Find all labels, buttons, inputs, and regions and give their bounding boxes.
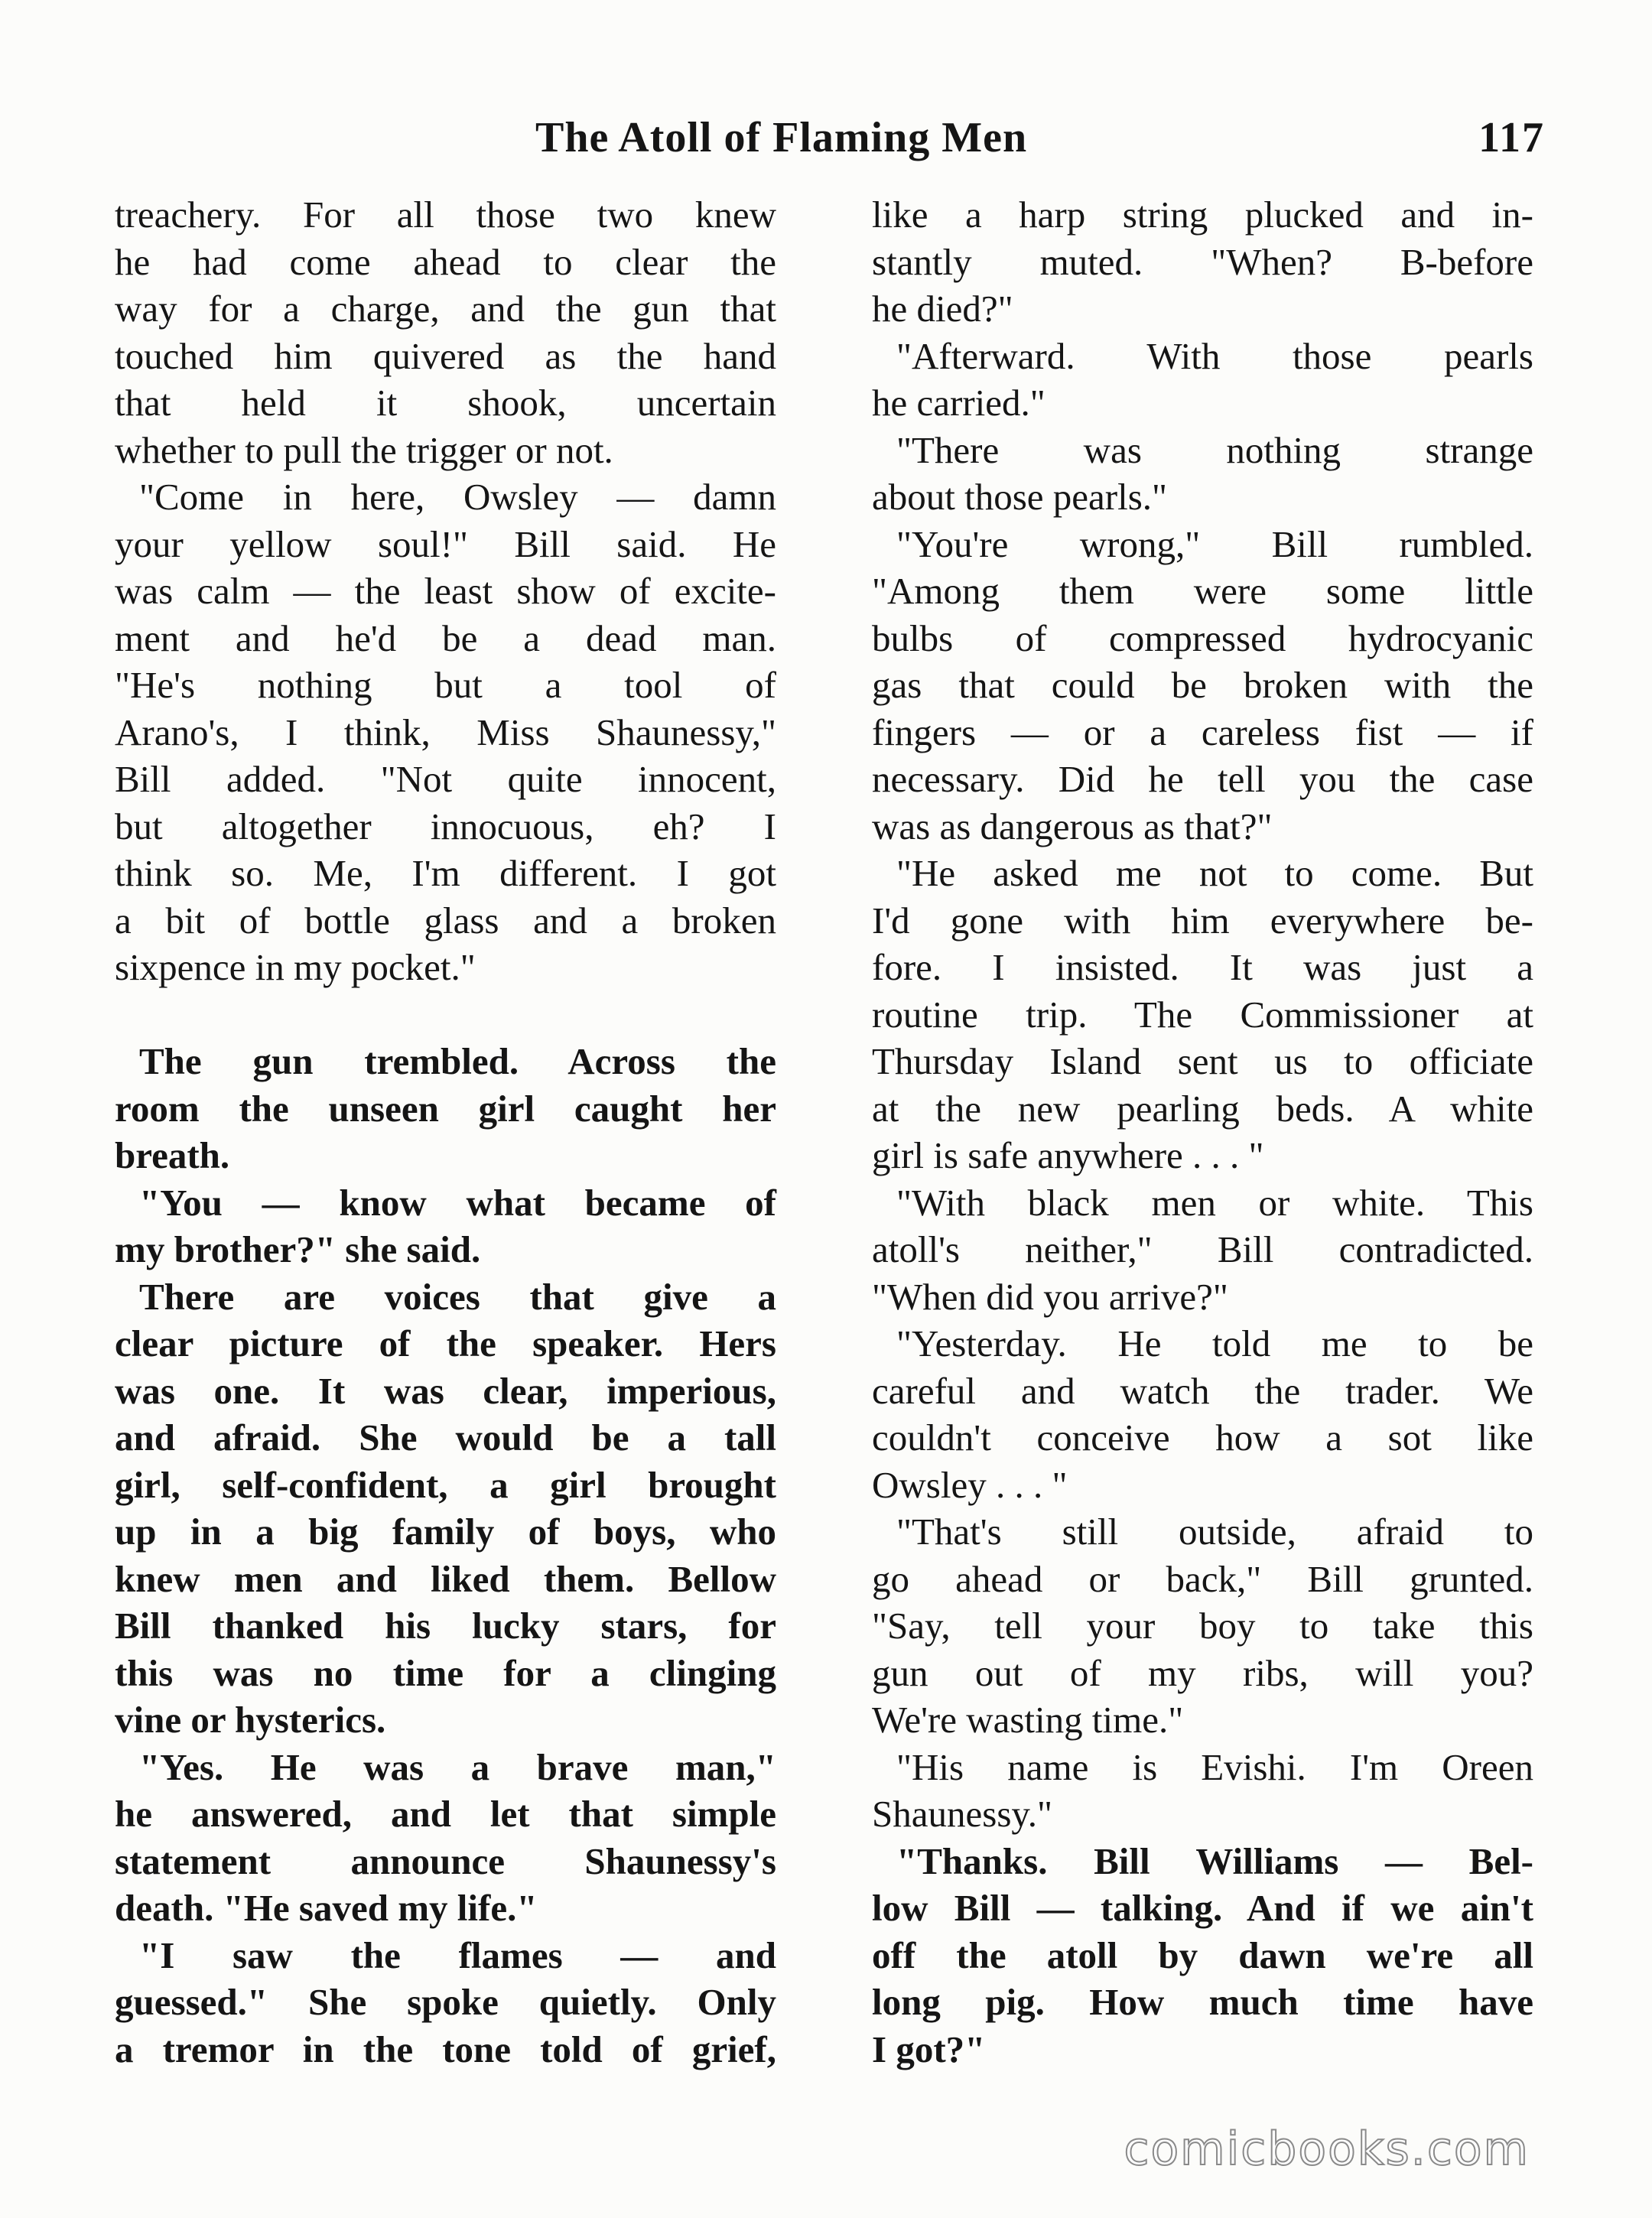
text-line: "He's nothing but a tool of [115,664,776,706]
text-line: Bill added. "Not quite innocent, [115,758,776,800]
page-number: 117 [1478,114,1545,161]
text-line: Arano's, I think, Miss Shaunessy," [115,711,776,753]
text-line: "Afterward. With those pearls [896,334,1533,377]
text-line: this was no time for a clinging [115,1651,776,1694]
text-line: "With black men or white. This [896,1181,1533,1224]
text-line: think so. Me, I'm different. I got [115,852,776,894]
text-line: way for a charge, and the gun that [115,288,776,330]
text-line: was as dangerous as that?" [872,805,1273,847]
text-line: a bit of bottle glass and a broken [115,899,776,942]
text-line: "Say, tell your boy to take this [872,1605,1533,1647]
text-line: girl, self-confident, a girl brought [115,1463,776,1506]
watermark-logo: comicbooks.com [1124,2122,1530,2176]
text-line: gun out of my ribs, will you? [872,1651,1533,1694]
text-line: breath. [115,1134,230,1176]
text-line: "Yesterday. He told me to be [896,1322,1533,1364]
text-line: touched him quivered as the hand [115,334,776,377]
text-line: "When did you arrive?" [872,1275,1228,1318]
text-line: There are voices that give a [139,1275,776,1318]
text-line: guessed." She spoke quietly. Only [115,1981,776,2023]
text-line: I got?" [872,2028,986,2070]
text-line: death. "He saved my life." [115,1887,538,1929]
text-line: "Thanks. Bill Williams — Bel- [896,1839,1533,1882]
text-line: gas that could be broken with the [872,664,1533,706]
text-line: a tremor in the tone told of grief, [115,2028,776,2070]
text-line: I'd gone with him everywhere be- [872,899,1533,942]
text-line: "He asked me not to come. But [896,852,1533,894]
text-line: knew men and liked them. Bellow [115,1557,776,1600]
running-title: The Atoll of Flaming Men [535,114,1028,161]
text-line: couldn't conceive how a sot like [872,1416,1533,1459]
text-line: sixpence in my pocket." [115,946,476,988]
text-column-right [872,191,1533,2073]
text-line: statement announce Shaunessy's [115,1839,776,1882]
text-line: Shaunessy." [872,1793,1052,1835]
text-line: that held it shook, uncertain [115,382,776,424]
text-line: "I saw the flames — and [139,1933,776,1976]
text-line: he answered, and let that simple [115,1793,776,1835]
text-column-left [115,191,776,2073]
text-line: fore. I insisted. It was just a [872,946,1533,988]
text-line: We're wasting time." [872,1699,1184,1741]
text-line: he died?" [872,288,1013,330]
text-line: like a harp string plucked and in- [872,194,1533,236]
text-line: at the new pearling beds. A white [872,1087,1533,1130]
text-line: "You — know what became of [139,1181,776,1224]
text-line: "Yes. He was a brave man," [139,1745,776,1788]
text-line: about those pearls." [872,476,1168,518]
text-line: necessary. Did he tell you the case [872,758,1533,800]
text-line: girl is safe anywhere . . . " [872,1134,1264,1176]
text-line: whether to pull the trigger or not. [115,428,613,471]
text-line: "Come in here, Owsley — damn [139,476,776,518]
text-line: your yellow soul!" Bill said. He [115,522,776,565]
text-line: "His name is Evishi. I'm Oreen [896,1745,1533,1788]
page-header [115,113,1545,174]
text-line: long pig. How much time have [872,1981,1533,2023]
paragraph-break [115,991,776,1039]
text-line: Owsley . . . " [872,1463,1068,1506]
text-line: atoll's neither," Bill contradicted. [872,1228,1533,1270]
text-line: careful and watch the trader. We [872,1369,1533,1412]
text-line: Bill thanked his lucky stars, for [115,1605,776,1647]
text-line: fingers — or a careless fist — if [872,711,1533,753]
text-line: ment and he'd be a dead man. [115,616,776,659]
text-line: Thursday Island sent us to officiate [872,1040,1533,1082]
text-line: up in a big family of boys, who [115,1511,776,1553]
text-line: room the unseen girl caught her [115,1087,776,1130]
text-line: and afraid. She would be a tall [115,1416,776,1459]
text-line: routine trip. The Commissioner at [872,993,1533,1036]
text-line: The gun trembled. Across the [139,1040,776,1082]
text-line: "Among them were some little [872,570,1533,612]
text-line: low Bill — talking. And if we ain't [872,1887,1533,1929]
text-line: he had come ahead to clear the [115,240,776,283]
text-line: off the atoll by dawn we're all [872,1933,1533,1976]
text-line: was calm — the least show of excite- [115,570,776,612]
text-line: clear picture of the speaker. Hers [115,1322,776,1364]
text-line: he carried." [872,382,1046,424]
text-line: treachery. For all those two knew [115,194,776,236]
text-line: my brother?" she said. [115,1228,481,1270]
text-line: stantly muted. "When? B-before [872,240,1533,283]
text-line: vine or hysterics. [115,1699,386,1741]
text-line: "There was nothing strange [896,428,1533,471]
text-line: but altogether innocuous, eh? I [115,805,776,847]
text-line: was one. It was clear, imperious, [115,1369,776,1412]
text-line: go ahead or back," Bill grunted. [872,1557,1533,1600]
text-line: "You're wrong," Bill rumbled. [896,522,1533,565]
text-line: "That's still outside, afraid to [896,1511,1533,1553]
text-line: bulbs of compressed hydrocyanic [872,616,1533,659]
